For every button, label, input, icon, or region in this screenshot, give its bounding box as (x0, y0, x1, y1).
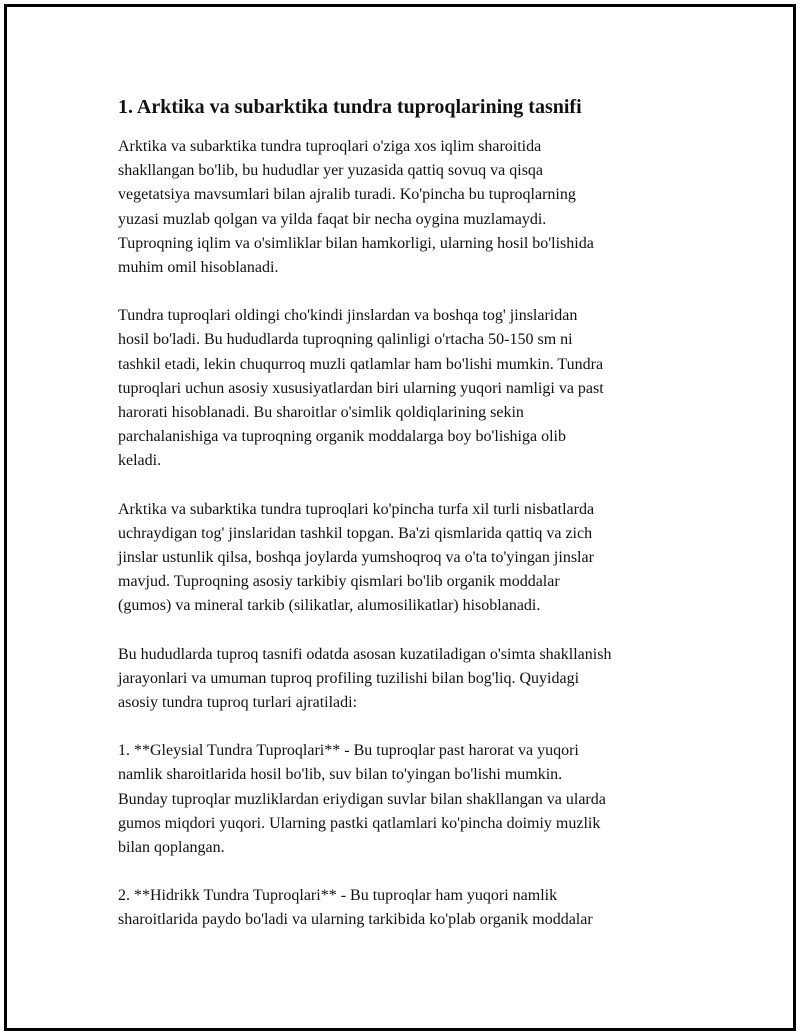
text-line: keladi. (118, 452, 162, 470)
text-line: Arktika va subarktika tundra tuproqlari o'ziga xos iqlim sharoitida (118, 138, 542, 155)
text-line: sharoitlarida paydo bo'ladi va ularning tarkibida ko'plab organik moddalar (118, 911, 593, 929)
text-line: asosiy tundra tuproq turlari ajratiladi: (118, 694, 358, 712)
text-line: Tuproqning iqlim va o'simliklar bilan hamkorligi, ularning hosil bo'lishida (118, 234, 594, 252)
text-line: jinslar ustunlik qilsa, boshqa joylarda yumshoqroq va o'ta to'yingan jinslar (118, 549, 594, 567)
text-line: harorati hisoblanadi. Bu sharoitlar o'simlik qoldiqlarining sekin (118, 404, 524, 422)
text-line: hosil bo'ladi. Bu hududlarda tuproqning qalinligi o'rtacha 50-150 sm ni (118, 331, 573, 349)
text-line: shakllangan bo'lib, bu hududlar yer yuzasida qattiq sovuq va qisqa (118, 162, 544, 180)
text-line: tashkil etadi, lekin chuqurroq muzli qatlamlar ham bo'lishi mumkin. Tundra (118, 355, 604, 373)
list-item-2 (118, 884, 698, 932)
text-line: 1. **Gleysial Tundra Tuproqlari** - Bu tuproqlar past harorat va yuqori (118, 742, 579, 760)
text-line: gumos miqdori yuqori. Ularning pastki qatlamlari ko'pincha doimiy muzlik (118, 814, 601, 832)
list-item-1 (118, 739, 698, 860)
text-line: jarayonlari va umuman tuproq profiling tuzilishi bilan bog'liq. Quyidagi (118, 669, 580, 687)
paragraph-3 (118, 498, 698, 619)
text-line: Tundra tuproqlari oldingi cho'kindi jinslardan va boshqa tog' jinslaridan (118, 307, 578, 325)
document-body (118, 95, 698, 957)
text-line: 2. **Hidrikk Tundra Tuproqlari** - Bu tuproqlar ham yuqori namlik (118, 887, 558, 905)
text-line: (gumos) va mineral tarkib (silikatlar, alumosilikatlar) hisoblanadi. (118, 597, 541, 615)
section-heading: 1. Arktika va subarktika tundra tuproqlarining tasnifi (118, 96, 582, 118)
paragraph-4 (118, 643, 698, 716)
text-line: yuzasi muzlab qolgan va yilda faqat bir necha oygina muzlamaydi. (118, 210, 547, 228)
text-line: Bu hududlarda tuproq tasnifi odatda asosan kuzatiladigan o'simta shakllanish (118, 645, 612, 663)
text-line: Arktika va subarktika tundra tuproqlari ko'pincha turfa xil turli nisbatlarda (118, 500, 595, 518)
text-line: namlik sharoitlarida hosil bo'lib, suv bilan to'yingan bo'lishi mumkin. (118, 766, 563, 784)
text-line: bilan qoplangan. (118, 839, 225, 857)
text-line: uchraydigan tog' jinslaridan tashkil topgan. Ba'zi qismlarida qattiq va zich (118, 524, 593, 542)
text-line: Bunday tuproqlar muzliklardan eriydigan suvlar bilan shakllangan va ularda (118, 790, 606, 808)
paragraph-1 (118, 135, 698, 280)
text-line: tuproqlari uchun asosiy xususiyatlardan biri ularning yuqori namligi va past (118, 379, 604, 397)
paragraph-2 (118, 304, 698, 473)
text-line: muhim omil hisoblanadi. (118, 259, 279, 277)
text-line: vegetatsiya mavsumlari bilan ajralib turadi. Ko'pincha bu tuproqlarning (118, 186, 576, 204)
text-line: parchalanishiga va tuproqning organik moddalarga boy bo'lishiga olib (118, 428, 566, 446)
text-line: mavjud. Tuproqning asosiy tarkibiy qismlari bo'lib organik moddalar (118, 573, 560, 591)
